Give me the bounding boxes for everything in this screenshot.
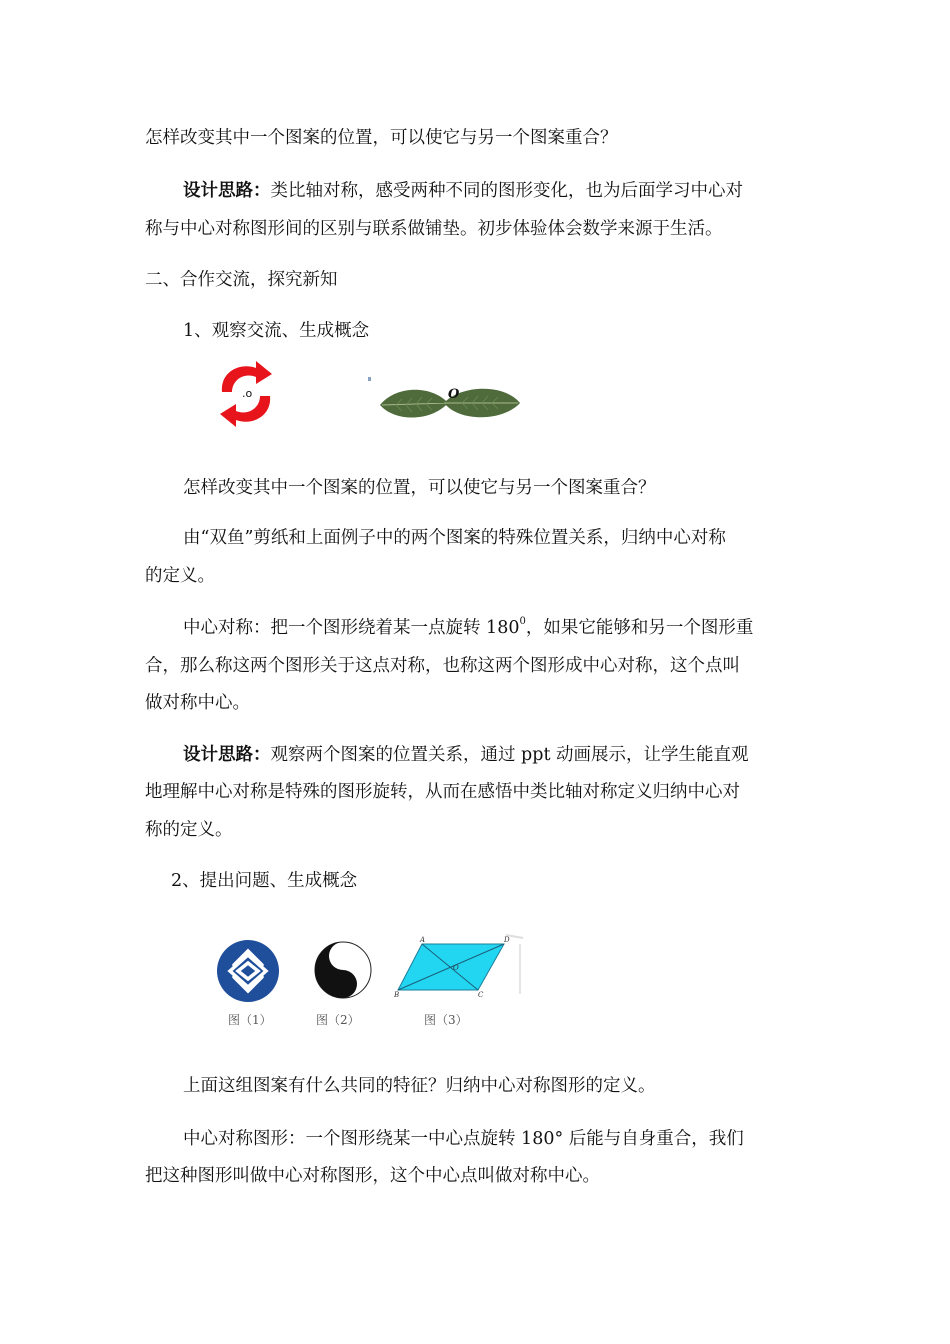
central-symmetry-definition-2: 合，那么称这两个图形关于这点对称，也称这两个图形成中心对称，这个点叫 — [145, 656, 740, 676]
yinyang-dark-dot-icon — [339, 980, 347, 988]
rotating-arrows-figure — [210, 356, 282, 432]
definition-text: 中心对称：把一个图形绕着某一点旋转 180 — [183, 618, 520, 638]
design-idea-label: 设计思路： — [183, 181, 271, 201]
question-line-1: 怎样改变其中一个图案的位置，可以使它与另一个图案重合？ — [145, 128, 618, 148]
yin-yang-figure — [313, 940, 373, 1000]
yinyang-white-dot-icon — [339, 952, 347, 960]
induction-text: 由“双鱼”剪纸和上面例子中的两个图案的特殊位置关系，归纳中心对称 — [183, 528, 726, 548]
design-idea-2-cont-2: 称的定义。 — [145, 820, 233, 840]
design-idea-1 — [183, 181, 810, 201]
central-symmetric-figure-definition: 中心对称图形：一个图形绕某一中心点旋转 180° 后能与自身重合，我们 — [183, 1129, 744, 1149]
leaves-figure — [366, 375, 526, 431]
central-symmetry-definition — [183, 618, 810, 638]
parallelogram-figure — [392, 934, 524, 1000]
subheading-1: 1、观察交流、生成概念 — [183, 321, 370, 341]
vertex-a-label: A — [420, 936, 426, 944]
central-symmetry-definition-3: 做对称中心。 — [145, 693, 250, 713]
design-idea-label-2: 设计思路： — [183, 745, 271, 765]
design-idea-text-2: 观察两个图案的位置关系，通过 ppt 动画展示，让学生能直观 — [270, 745, 749, 765]
design-idea-2 — [183, 745, 810, 765]
design-idea-text: 类比轴对称，感受两种不同的图形变化，也为后面学习中心对 — [270, 181, 743, 201]
vertex-d-label: D — [504, 936, 510, 944]
induction-text-cont: 的定义。 — [145, 566, 215, 586]
china-mobile-logo-figure — [216, 939, 280, 1003]
design-idea-2-cont: 地理解中心对称是特殊的图形旋转，从而在感悟中类比轴对称定义归纳中心对 — [145, 782, 740, 802]
vertex-c-label: C — [478, 991, 484, 999]
design-idea-1-cont: 称与中心对称图形间的区别与联系做铺垫。初步体验体会数学来源于生活。 — [145, 219, 723, 239]
arrows-center-label: .o — [242, 387, 253, 400]
definition-text-tail: ，如果它能够和另一个图形重 — [525, 618, 754, 638]
marker-icon — [368, 377, 371, 381]
figure-2-caption: 图（2） — [316, 1013, 360, 1027]
leaves-center-label: O — [448, 387, 460, 402]
section-heading-2: 二、合作交流，探究新知 — [145, 270, 338, 290]
vertex-b-label: B — [394, 991, 400, 999]
figure-1-caption: 图（1） — [228, 1013, 272, 1027]
subheading-2: 2、提出问题、生成概念 — [171, 871, 358, 891]
center-o-label: O — [453, 964, 459, 972]
arrow-bottom-icon — [220, 396, 270, 427]
central-symmetric-figure-definition-2: 把这种图形叫做中心对称图形，这个中心点叫做对称中心。 — [145, 1166, 600, 1186]
figure-3-caption: 图（3） — [424, 1013, 468, 1027]
question-line-2: 怎样改变其中一个图案的位置，可以使它与另一个图案重合？ — [183, 478, 656, 498]
degree-superscript: 0 — [519, 616, 526, 628]
question-line-3: 上面这组图案有什么共同的特征？归纳中心对称图形的定义。 — [183, 1076, 656, 1096]
